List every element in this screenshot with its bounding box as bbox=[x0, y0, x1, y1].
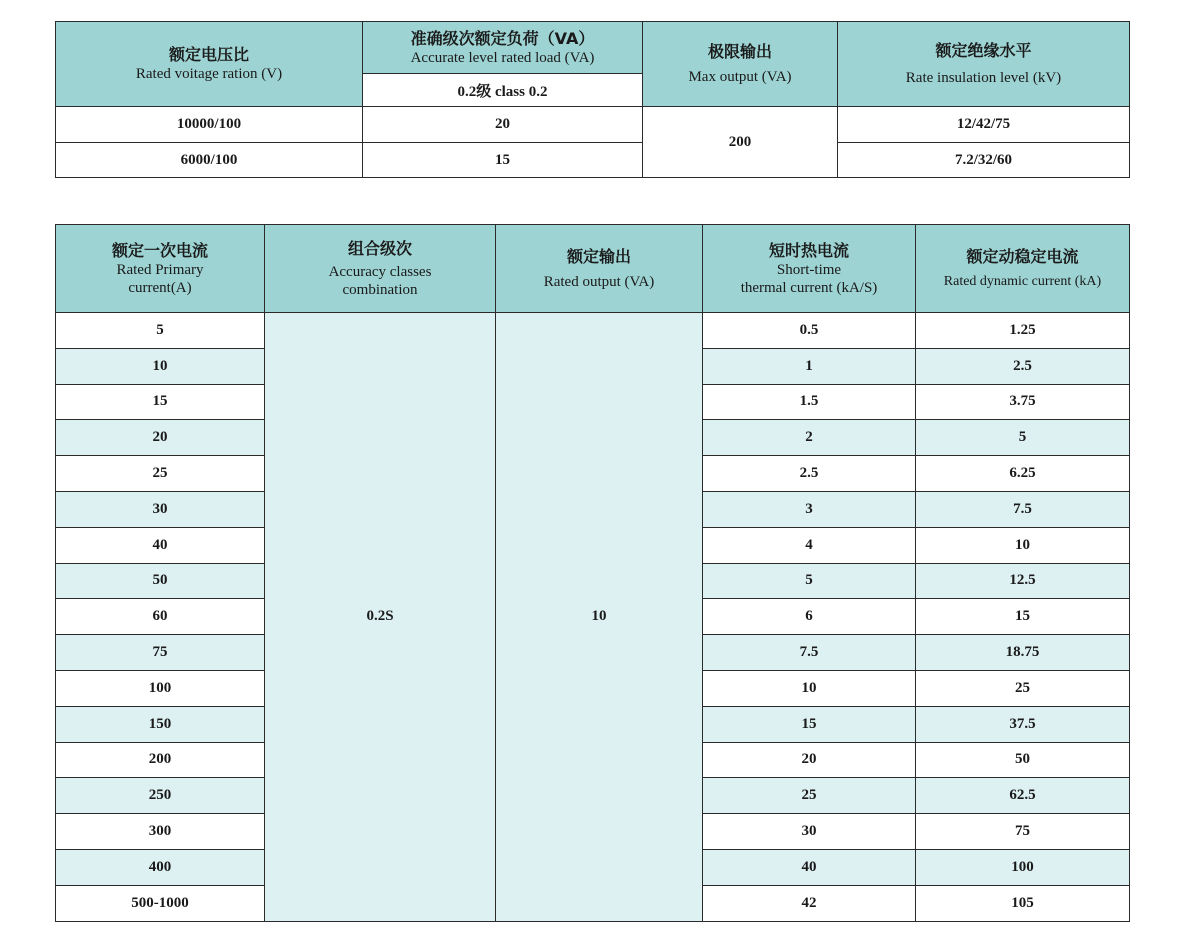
cell-dynamic-current: 100 bbox=[916, 849, 1130, 885]
header-rated-primary-current bbox=[56, 225, 265, 313]
header-zh: 组合级次 bbox=[347, 238, 412, 258]
cell-thermal-current: 15 bbox=[703, 706, 916, 742]
header-zh: 额定电压比 bbox=[168, 45, 249, 64]
cell-insulation: 7.2/32/60 bbox=[838, 143, 1130, 178]
header-zh: 额定一次电流 bbox=[111, 240, 208, 260]
header-en: Rated Primary bbox=[116, 261, 204, 278]
header-zh: 准确级次额定负荷（VA） bbox=[410, 28, 595, 48]
cell-thermal-current: 5 bbox=[703, 563, 916, 599]
header-en: Accurate level rated load (VA) bbox=[410, 49, 595, 66]
voltage-ratio-table bbox=[55, 21, 1130, 178]
header-rated-output bbox=[496, 225, 703, 313]
cell-dynamic-current: 7.5 bbox=[916, 491, 1130, 527]
cell-dynamic-current: 105 bbox=[916, 885, 1130, 921]
cell-primary-current: 150 bbox=[56, 706, 265, 742]
cell-dynamic-current: 75 bbox=[916, 814, 1130, 850]
cell-dynamic-current: 18.75 bbox=[916, 635, 1130, 671]
header-zh: 额定输出 bbox=[566, 246, 631, 266]
header-en: thermal current (kA/S) bbox=[740, 279, 878, 296]
cell-dynamic-current: 10 bbox=[916, 527, 1130, 563]
header-accuracy-classes bbox=[265, 225, 496, 313]
cell-thermal-current: 2.5 bbox=[703, 456, 916, 492]
header-zh: 额定绝缘水平 bbox=[935, 41, 1032, 60]
cell-dynamic-current: 6.25 bbox=[916, 456, 1130, 492]
cell-primary-current: 400 bbox=[56, 849, 265, 885]
primary-current-table bbox=[55, 224, 1130, 922]
cell-dynamic-current: 1.25 bbox=[916, 313, 1130, 349]
cell-primary-current: 40 bbox=[56, 527, 265, 563]
header-accurate-level-load bbox=[363, 22, 643, 74]
cell-dynamic-current: 5 bbox=[916, 420, 1130, 456]
cell-dynamic-current: 50 bbox=[916, 742, 1130, 778]
header-en: current(A) bbox=[128, 279, 192, 296]
cell-primary-current: 10 bbox=[56, 348, 265, 384]
cell-thermal-current: 7.5 bbox=[703, 635, 916, 671]
cell-primary-current: 100 bbox=[56, 670, 265, 706]
cell-thermal-current: 1.5 bbox=[703, 384, 916, 420]
header-en: Rated output (VA) bbox=[543, 273, 655, 290]
header-zh: 极限输出 bbox=[707, 42, 772, 61]
cell-thermal-current: 2 bbox=[703, 420, 916, 456]
header-en: combination bbox=[342, 281, 418, 298]
header-max-output bbox=[643, 22, 838, 107]
header-en: Short-time bbox=[776, 261, 842, 278]
cell-primary-current: 30 bbox=[56, 491, 265, 527]
cell-dynamic-current: 15 bbox=[916, 599, 1130, 635]
cell-primary-current: 50 bbox=[56, 563, 265, 599]
cell-primary-current: 20 bbox=[56, 420, 265, 456]
cell-thermal-current: 6 bbox=[703, 599, 916, 635]
cell-thermal-current: 40 bbox=[703, 849, 916, 885]
cell-load: 20 bbox=[363, 107, 643, 143]
cell-accuracy-combination: 0.2S bbox=[265, 313, 496, 922]
cell-thermal-current: 30 bbox=[703, 814, 916, 850]
cell-insulation: 12/42/75 bbox=[838, 107, 1130, 143]
cell-primary-current: 250 bbox=[56, 778, 265, 814]
header-zh: 短时热电流 bbox=[768, 240, 849, 260]
cell-dynamic-current: 62.5 bbox=[916, 778, 1130, 814]
class-label: 0.2级 class 0.2 bbox=[457, 83, 548, 100]
cell-dynamic-current: 37.5 bbox=[916, 706, 1130, 742]
cell-thermal-current: 25 bbox=[703, 778, 916, 814]
cell-thermal-current: 0.5 bbox=[703, 313, 916, 349]
cell-ratio: 6000/100 bbox=[56, 143, 363, 178]
cell-rated-output: 10 bbox=[496, 313, 703, 922]
header-en: Accuracy classes bbox=[328, 263, 432, 280]
cell-dynamic-current: 12.5 bbox=[916, 563, 1130, 599]
header-short-time-thermal bbox=[703, 225, 916, 313]
cell-primary-current: 25 bbox=[56, 456, 265, 492]
cell-primary-current: 60 bbox=[56, 599, 265, 635]
cell-primary-current: 200 bbox=[56, 742, 265, 778]
cell-thermal-current: 3 bbox=[703, 491, 916, 527]
table-row bbox=[56, 313, 1130, 349]
cell-thermal-current: 4 bbox=[703, 527, 916, 563]
cell-thermal-current: 1 bbox=[703, 348, 916, 384]
header-en: Max output (VA) bbox=[688, 69, 792, 85]
cell-thermal-current: 10 bbox=[703, 670, 916, 706]
cell-dynamic-current: 2.5 bbox=[916, 348, 1130, 384]
header-rated-dynamic bbox=[916, 225, 1130, 313]
cell-load: 15 bbox=[363, 143, 643, 178]
cell-primary-current: 500-1000 bbox=[56, 885, 265, 921]
cell-dynamic-current: 3.75 bbox=[916, 384, 1130, 420]
cell-primary-current: 300 bbox=[56, 814, 265, 850]
cell-thermal-current: 20 bbox=[703, 742, 916, 778]
header-en: Rate insulation level (kV) bbox=[905, 70, 1062, 86]
cell-max-output: 200 bbox=[643, 107, 838, 178]
header-class-sub bbox=[363, 74, 643, 107]
cell-primary-current: 15 bbox=[56, 384, 265, 420]
cell-ratio: 10000/100 bbox=[56, 107, 363, 143]
cell-primary-current: 5 bbox=[56, 313, 265, 349]
cell-thermal-current: 42 bbox=[703, 885, 916, 921]
header-zh: 额定动稳定电流 bbox=[966, 246, 1079, 266]
header-insulation-level bbox=[838, 22, 1130, 107]
cell-primary-current: 75 bbox=[56, 635, 265, 671]
header-en: Rated dynamic current (kA) bbox=[943, 273, 1102, 289]
header-rated-voltage-ratio bbox=[56, 22, 363, 107]
header-en: Rated voitage ration (V) bbox=[135, 66, 283, 82]
cell-dynamic-current: 25 bbox=[916, 670, 1130, 706]
